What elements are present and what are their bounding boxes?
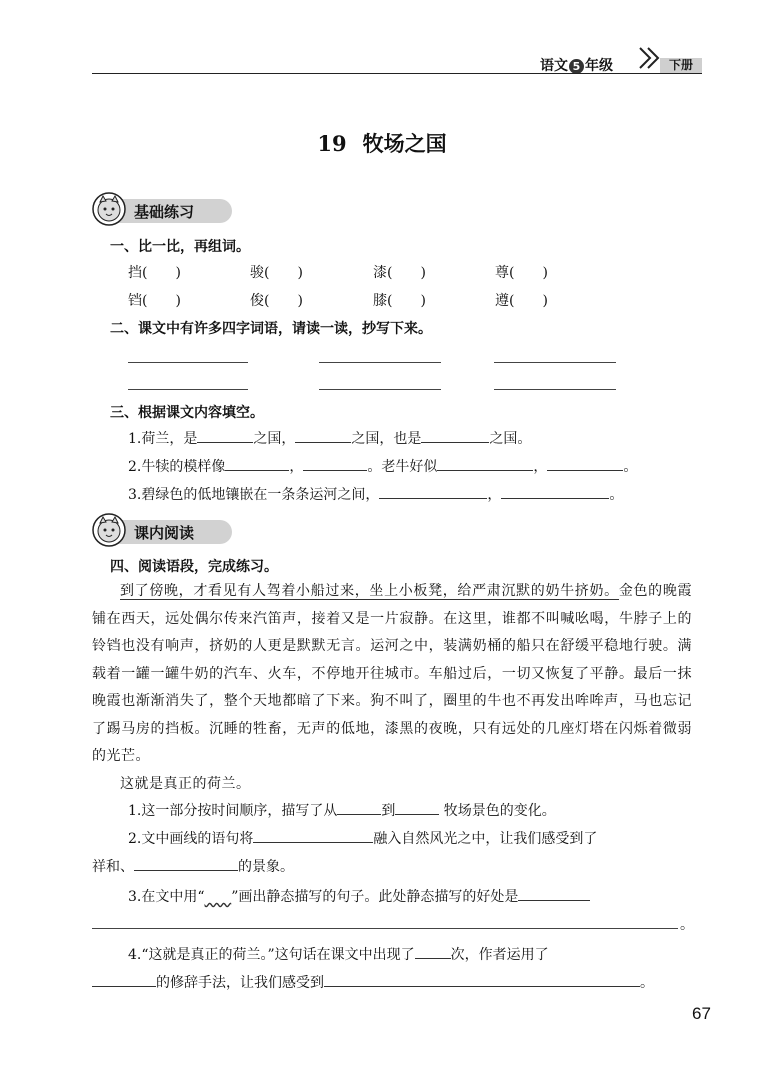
blank[interactable] — [303, 458, 367, 471]
lesson-title — [0, 128, 764, 158]
question-4-heading: 四、阅读语段，完成练习。 — [110, 559, 278, 575]
sub-question-3: 3.在文中用“ ”画出静态描写的句子。此处静态描写的好处是 — [128, 886, 590, 906]
blank[interactable] — [437, 458, 533, 471]
blank[interactable] — [324, 974, 640, 987]
word-pair-item: 膝( ) — [373, 293, 426, 309]
word-pair-item: 俊( ) — [250, 293, 303, 309]
blank[interactable] — [225, 458, 289, 471]
fill-line-3: 3.碧绿色的低地镶嵌在一条条运河之间， ， 。 — [128, 487, 624, 503]
blank[interactable] — [395, 802, 439, 815]
sentence-end: 。 — [680, 917, 694, 933]
blank[interactable] — [421, 430, 489, 443]
answer-line[interactable] — [128, 389, 248, 390]
grade-number: 5 — [569, 59, 584, 74]
subject-grade — [540, 55, 613, 75]
page-number: 67 — [692, 1004, 711, 1023]
subject-label: 语文 — [540, 58, 568, 74]
sub-question-4-cont: 的修辞手法，让我们感受到 。 — [92, 972, 654, 992]
cat-mascot-icon — [92, 513, 126, 547]
blank[interactable] — [547, 458, 623, 471]
section-label: 课内阅读 — [134, 524, 195, 542]
fill-line-1: 1.荷兰，是 之国， 之国，也是 之国。 — [128, 431, 532, 447]
word-pair-item: 遵( ) — [495, 293, 548, 309]
answer-line[interactable] — [319, 362, 441, 363]
word-pair-item: 漆( ) — [373, 265, 426, 281]
passage-body: 金色的晚霞铺在西天，远处偶尔传来汽笛声，接着又是一片寂静。在这里，谁都不叫喊吆喝，牛脖子上的铃铛也没有响声，挤奶的人更是默默无言。运河之中，装满奶桶的船只在舒缓平稳地行驶。满载着一罐一罐牛奶的汽车、火车，不停地开往城市。车船过后，一切又恢复了平静。最后一抹晚霞也渐渐消失了，整个天地都暗了下来。狗不叫了，圈里的牛也不再发出哞哞声，马也忘记了踢马房的挡板。沉睡的牲畜，无声的低地，漆黑的夜晚，只有远处的几座灯塔在闪烁着微弱的光芒。 — [92, 583, 693, 764]
section-label: 基础练习 — [134, 203, 195, 221]
blank[interactable] — [501, 486, 609, 499]
grade-suffix: 年级 — [585, 58, 613, 74]
fill-line-2: 2.牛犊的模样像 ， 。老牛好似 ， 。 — [128, 459, 638, 475]
word-pair-item: 挡( ) — [128, 265, 181, 281]
blank[interactable] — [415, 946, 451, 959]
blank[interactable] — [134, 858, 238, 871]
closing-sentence: 这就是真正的荷兰。 — [120, 775, 251, 792]
sub-question-1: 1.这一部分按时间顺序，描写了从 到 牧场景色的变化。 — [128, 803, 556, 819]
wavy-mark — [205, 889, 232, 905]
lesson-number: 19 — [317, 131, 347, 156]
word-pair-item: 铛( ) — [128, 293, 181, 309]
sub-question-4: 4.“这就是真正的荷兰。”这句话在课文中出现了 次，作者运用了 — [128, 947, 549, 963]
sub-question-2-cont: 祥和、 的景象。 — [92, 859, 294, 875]
underlined-sentence: 到了傍晚，才看见有人驾着小船过来，坐上小板凳，给严肃沉默的奶牛挤奶。 — [120, 583, 619, 599]
question-2-heading: 二、课文中有许多四字词语，请读一读，抄写下来。 — [110, 321, 432, 337]
blank[interactable] — [379, 486, 487, 499]
volume-label: 下册 — [660, 58, 702, 73]
question-3-heading: 三、根据课文内容填空。 — [110, 405, 264, 421]
blank[interactable] — [337, 802, 381, 815]
word-pair-item: 尊( ) — [495, 265, 548, 281]
lesson-name: 牧场之国 — [362, 131, 447, 156]
chevron-right-icon — [638, 44, 662, 72]
blank[interactable] — [253, 830, 373, 843]
reading-passage — [92, 578, 692, 798]
blank[interactable] — [92, 974, 156, 987]
question-1-heading: 一、比一比，再组词。 — [110, 239, 250, 255]
word-pair-item: 骏( ) — [250, 265, 303, 281]
answer-line[interactable] — [128, 362, 248, 363]
blank[interactable] — [518, 888, 590, 901]
answer-line[interactable] — [494, 389, 616, 390]
header-rule — [92, 73, 702, 74]
cat-mascot-icon — [92, 192, 126, 226]
answer-line[interactable] — [92, 928, 678, 929]
sub-question-2: 2.文中画线的语句将 融入自然风光之中，让我们感受到了 — [128, 831, 598, 847]
blank[interactable] — [295, 430, 351, 443]
blank[interactable] — [197, 430, 253, 443]
answer-line[interactable] — [319, 389, 441, 390]
answer-line[interactable] — [494, 362, 616, 363]
